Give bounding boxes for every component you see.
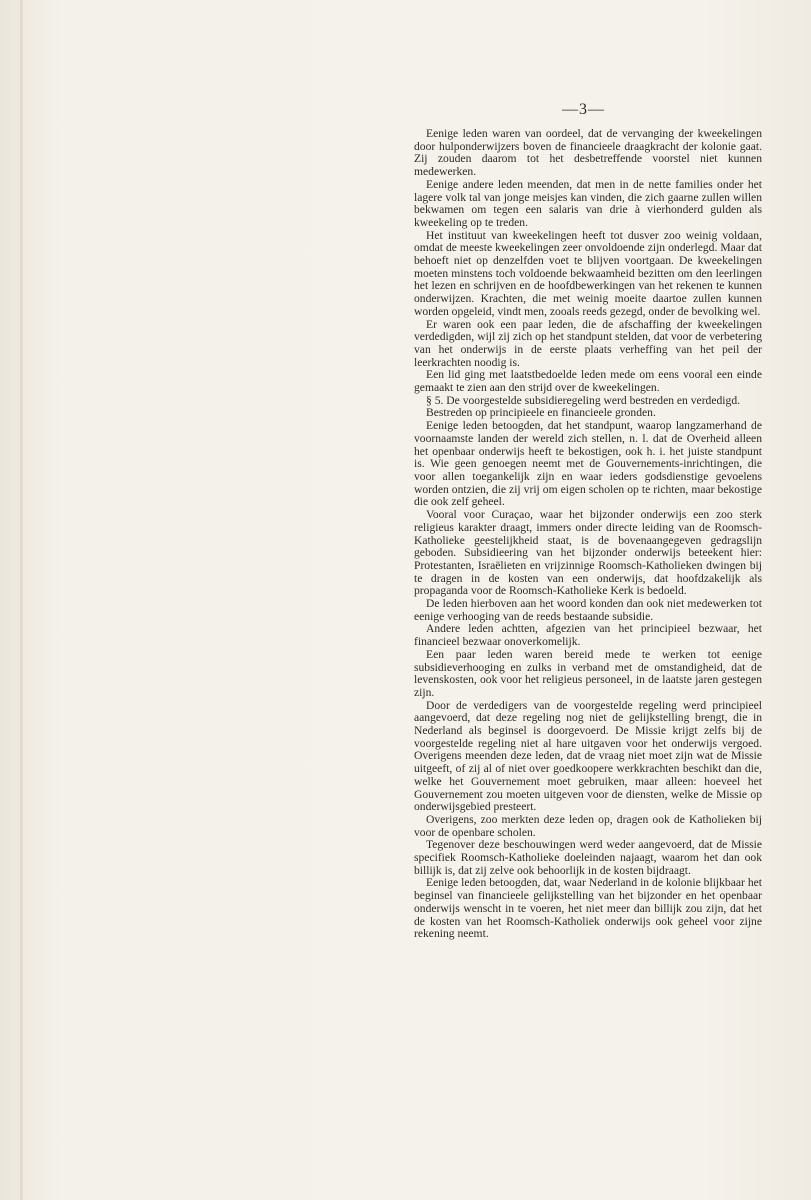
paragraph: Overigens, zoo merkten deze leden op, dragen ook de Katholieken bij voor de openbare scholen.	[414, 812, 762, 839]
paragraph: Door de verdedigers van de voorgestelde regeling werd principieel aangevoerd, dat deze regeling nog niet de gelijkstelling brengt, die in Nederland als beginsel is doorgevoerd. De Missie krijgt zelfs bij de voorgestelde regeling niet al hare uitgaven voor het onderwijs vergoed. Overigens meenden deze leden, dat de vraag niet moet zijn wat de Missie uitgeeft, of zij al of niet over goedkoopere werkkrachten beschikt dan die, welke het Gouvernement moet gebruiken, maar alleen: hoeveel het Gouvernement zou moeten uitgeven voor de diensten, welke de Missie op onderwijsgebied presteert.	[414, 698, 762, 814]
paragraph: Andere leden achtten, afgezien van het principieel bezwaar, het financieel bezwaar onoverkomelijk.	[414, 622, 762, 649]
paragraph: Vooral voor Curaçao, waar het bijzonder onderwijs een zoo sterk religieus karakter draagt, immers onder directe leiding van de Roomsch-Katholieke geestelijkheid staat, is de bovenaangegeven gedragslijn geboden. Subsidieering van het bijzonder onderwijs beteekent hier: Protestanten, Israëlieten en vrijzinnige Roomsch-Katholieken dwingen bij te dragen in de kosten van een onderwijs, dat hoofdzakelijk als propaganda voor de Roomsch-Katholieke Kerk is bedoeld.	[414, 508, 762, 598]
paragraph: Een lid ging met laatstbedoelde leden mede om eens vooral een einde gemaakt te zien aan den strijd over de kweekelingen.	[414, 368, 762, 395]
paragraph: De leden hierboven aan het woord konden dan ook niet medewerken tot eenige verhooging van de reeds bestaande subsidie.	[414, 597, 762, 623]
paragraph: Tegenover deze beschouwingen werd weder aangevoerd, dat de Missie specifiek Roomsch-Katholieke doeleinden najaagt, waarom het dan ook billijk is, dat zij zelve ook behoorlijk in de kosten bijdraagt.	[414, 838, 762, 877]
body-text	[414, 128, 762, 941]
paragraph: Eenige leden betoogden, dat, waar Nederland in de kolonie blijkbaar het beginsel van financieele gelijkstelling van het bijzonder en het openbaar onderwijs wenscht in te voeren, het niet meer dan billijk zou zijn, dat het de kosten van het Roomsch-Katholiek onderwijs ook geheel voor zijne rekening neemt.	[414, 876, 762, 941]
paragraph: Een paar leden waren bereid mede te werken tot eenige subsidieverhooging en zulks in verband met de omstandigheid, dat de levenskosten, ook voor het religieus personeel, in de laatste jaren gestegen zijn.	[414, 647, 762, 699]
paragraph: Eenige leden betoogden, dat het standpunt, waarop langzamerhand de voornaamste landen der wereld zich stellen, n. l. dat de Overheid alleen het openbaar onderwijs heeft te bekostigen, ook h. i. het juiste standpunt is. Wie geen genoegen neemt met de Gouvernements-inrichtingen, die voor allen toegankelijk zijn en waar ieders godsdienstige gevoelens worden ontzien, die zij vrij om eigen scholen op te richten, maar bekostige die ook zelf geheel.	[414, 419, 762, 509]
paragraph: Er waren ook een paar leden, die de afschaffing der kweekelingen verdedigden, wijl zij zich op het standpunt stelden, dat voor de verbetering van het onderwijs in de eerste plaats verheffing van het peil der leerkrachten noodig is.	[414, 317, 762, 369]
page-number: —3—	[562, 101, 605, 118]
paragraph: Eenige andere leden meenden, dat men in de nette families onder het lagere volk tal van jonge meisjes kan vinden, die zich gaarne zullen willen bekwamen om tegen een salaris van drie à vierhonderd gulden als kweekeling op te treden.	[414, 177, 762, 229]
section-heading-paragraph: § 5. De voorgestelde subsidieregeling werd bestreden en verdedigd.	[426, 393, 741, 407]
binding-edge	[20, 0, 23, 1200]
paragraph: Bestreden op principieele en financieele gronden.	[426, 406, 656, 420]
paragraph: Eenige leden waren van oordeel, dat de vervanging der kweekelingen door hulponderwijzers boven de financieele draagkracht der kolonie gaat. Zij zouden daarom tot het desbetreffende voorstel niet kunnen medewerken.	[414, 127, 762, 179]
paragraph: Het instituut van kweekelingen heeft tot dusver zoo weinig voldaan, omdat de meeste kweekelingen zeer onvoldoende zijn onderlegd. Maar dat behoeft niet op denzelfden voet te blijven voortgaan. De kweekelingen moeten minstens toch voldoende bekwaamheid bezitten om den leerlingen het lezen en schrijven en de hoofdbewerkingen van het rekenen te kunnen onderwijzen. Krachten, die met weinig moeite daartoe zullen kunnen worden opgeleid, vindt men, zooals reeds gezegd, onder de bevolking wel.	[414, 228, 762, 318]
